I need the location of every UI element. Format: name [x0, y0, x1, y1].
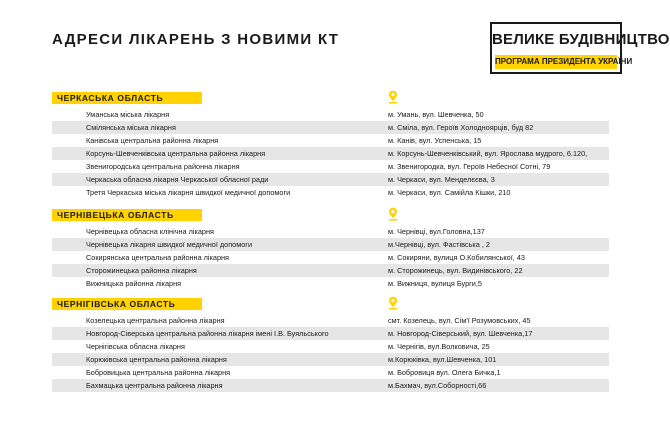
location-pin-icon — [388, 90, 398, 104]
hospital-row — [52, 173, 609, 186]
hospital-address: м. Сторожинець, вул. Видинівського, 22 — [388, 266, 523, 275]
hospital-name: Вижницька районна лікарня — [86, 279, 182, 288]
hospital-address: м. Звенигородка, вул. Героїв Небесної Сотні, 79 — [388, 162, 551, 171]
hospital-list — [52, 225, 609, 290]
region-label: ЧЕРНІВЕЦЬКА ОБЛАСТЬ — [52, 209, 202, 221]
hospital-name: Чернігівська обласна лікарня — [86, 342, 185, 351]
hospital-row — [52, 225, 609, 238]
hospital-name: Бобровицька центральна районна лікарня — [86, 368, 231, 377]
location-pin-icon — [388, 296, 398, 310]
hospital-row — [52, 314, 609, 327]
hospital-name: Корсунь-Шевченківська центральна районна лікарня — [86, 149, 266, 158]
hospital-row — [52, 251, 609, 264]
hospital-row — [52, 327, 609, 340]
hospital-row — [52, 353, 609, 366]
hospital-address: м. Черкаси, вул. Менделєєва, 3 — [388, 175, 495, 184]
hospital-name: Канівська центральна районна лікарня — [86, 136, 219, 145]
hospital-name: Уманська міська лікарня — [86, 110, 170, 119]
logo-subtitle: ПРОГРАМА ПРЕЗИДЕНТА УКРАЇНИ — [495, 55, 617, 69]
hospital-row — [52, 134, 609, 147]
hospital-address: м. Умань, вул. Шевченка, 50 — [388, 110, 484, 119]
hospital-address: м. Новгород-Сіверський, вул. Шевченка,17 — [388, 329, 533, 338]
hospital-address: м. Канів, вул. Успенська, 15 — [388, 136, 482, 145]
hospital-row — [52, 121, 609, 134]
hospital-row — [52, 147, 609, 160]
hospital-row — [52, 160, 609, 173]
region-label: ЧЕРКАСЬКА ОБЛАСТЬ — [52, 92, 202, 104]
hospital-address: м.Чернівці, вул. Фастівська , 2 — [388, 240, 490, 249]
hospital-address: м.Бахмач, вул.Соборності,66 — [388, 381, 487, 390]
hospital-row — [52, 108, 609, 121]
hospital-row — [52, 277, 609, 290]
hospital-name: Чернівецька лікарня швидкої медичної допомоги — [86, 240, 253, 249]
hospital-name: Чернівецька обласна клінічна лікарня — [86, 227, 214, 236]
hospital-row — [52, 186, 609, 199]
region-label: ЧЕРНІГІВСЬКА ОБЛАСТЬ — [52, 298, 202, 310]
hospital-name: Сторожинецька районна лікарня — [86, 266, 197, 275]
hospital-name: Черкаська обласна лікарня Черкаської обласної ради — [86, 175, 269, 184]
hospital-row — [52, 238, 609, 251]
hospital-list — [52, 314, 609, 392]
hospital-address: м.Корюківка, вул.Шевченка, 101 — [388, 355, 497, 364]
hospital-row — [52, 379, 609, 392]
hospital-list — [52, 108, 609, 199]
hospital-address: смт. Козелець, вул. Сім'ї Розумовських, 45 — [388, 316, 531, 325]
hospital-name: Новгород-Сіверська центральна районна лікарня імені І.В. Буяльського — [86, 329, 329, 338]
hospital-row — [52, 264, 609, 277]
program-logo — [490, 22, 670, 74]
hospital-address: м. Черкаси, вул. Самійла Кішки, 210 — [388, 188, 511, 197]
hospital-name: Бахмацька центральна районна лікарня — [86, 381, 223, 390]
hospital-address: м. Чернігів, вул.Волковича, 25 — [388, 342, 490, 351]
hospital-name: Сокирянська центральна районна лікарня — [86, 253, 229, 262]
page-title: АДРЕСИ ЛІКАРЕНЬ З НОВИМИ КТ — [52, 31, 340, 48]
hospital-address: м. Сокиряни, вулиця О.Кобилянської, 43 — [388, 253, 525, 262]
hospital-name: Третя Черкаська міська лікарня швидкої медичної допомоги — [86, 188, 291, 197]
hospital-name: Звенигородська центральна районна лікарня — [86, 162, 240, 171]
hospital-address: м. Чернівці, вул.Головна,137 — [388, 227, 485, 236]
hospital-name: Корюківська центральна районна лікарня — [86, 355, 227, 364]
hospital-address: м. Вижниця, вулиця Бурги,5 — [388, 279, 482, 288]
hospital-name: Козелецька центральна районна лікарня — [86, 316, 225, 325]
hospital-address: м. Сміла, вул. Героїв Холодноярців, буд 82 — [388, 123, 534, 132]
logo-title: ВЕЛИКЕ БУДІВНИЦТВО — [492, 31, 670, 48]
hospital-address: м. Корсунь-Шевченківський, вул. Ярослава мудрого, 6.120, — [388, 149, 588, 158]
hospital-name: Смілянська міська лікарня — [86, 123, 176, 132]
hospital-row — [52, 340, 609, 353]
hospital-address: м. Бобровиця вул. Олега Бичка,1 — [388, 368, 501, 377]
hospital-row — [52, 366, 609, 379]
location-pin-icon — [388, 207, 398, 221]
